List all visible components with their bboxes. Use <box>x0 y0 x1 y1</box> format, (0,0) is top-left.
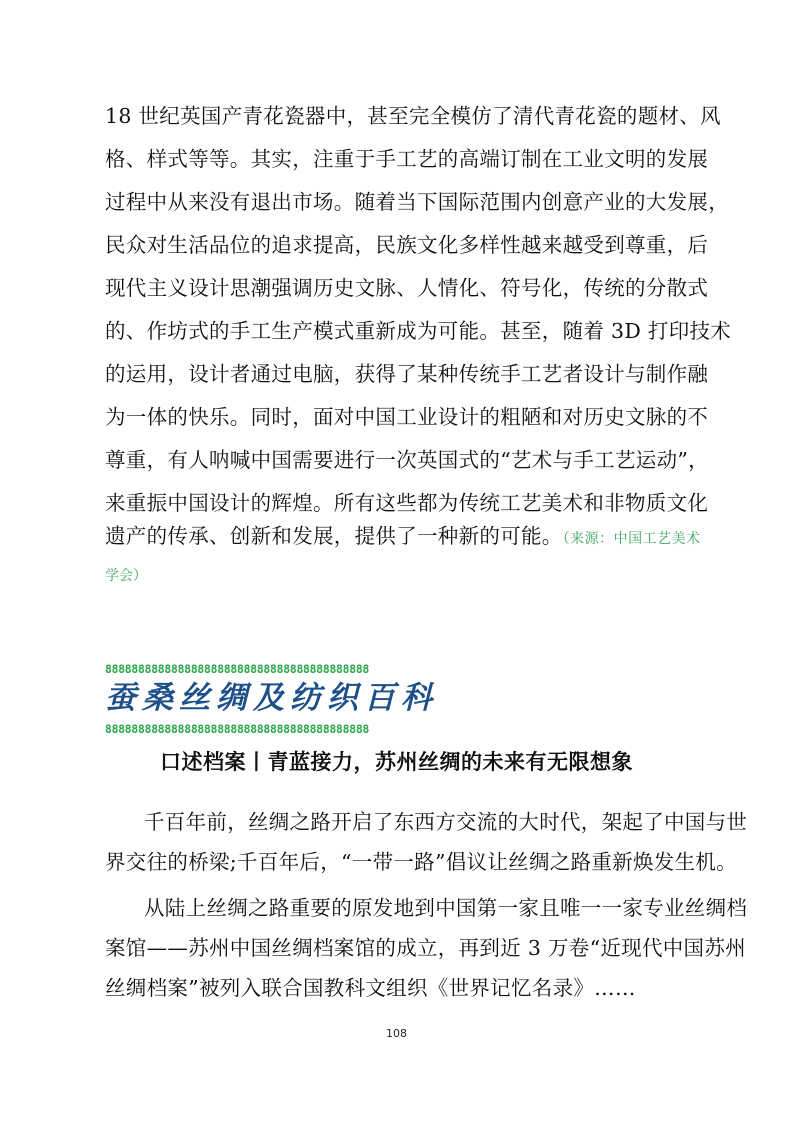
article-paragraph-line: 千百年前，丝绸之路开启了东西方交流的大时代，架起了中国与世 <box>144 810 748 834</box>
article-paragraph-line: 从陆上丝绸之路重要的原发地到中国第一家且唯一一家专业丝绸档 <box>144 896 748 920</box>
decorative-divider-top: 8888888888888888888888888888888888888888 <box>105 663 370 676</box>
source-citation-continued: 学会） <box>105 568 147 584</box>
paragraph-line: 过程中从来没有退出市场。随着当下国际范围内创意产业的大发展， <box>105 190 729 214</box>
paragraph-line: 来重振中国设计的辉煌。所有这些都为传统工艺美术和非物质文化 <box>105 491 709 515</box>
article-paragraph-line: 丝绸档案”被列入联合国教科文组织《世界记忆名录》…… <box>105 976 636 1000</box>
decorative-divider-bottom: 8888888888888888888888888888888888888888 <box>105 723 370 736</box>
paragraph-line-with-source <box>105 521 701 554</box>
paragraph-line: 现代主义设计思潮强调历史文脉、人情化、符号化，传统的分散式 <box>105 276 709 300</box>
paragraph-line: 的、作坊式的手工生产模式重新成为可能。甚至，随着 3D 打印技术 <box>105 319 732 343</box>
page-number: 108 <box>386 1027 407 1040</box>
paragraph-line: 尊重，有人呐喊中国需要进行一次英国式的“艺术与手工艺运动”， <box>105 448 709 472</box>
paragraph-line: 的运用，设计者通过电脑，获得了某种传统手工艺者设计与制作融 <box>105 362 709 386</box>
article-title: 口述档案丨青蓝接力，苏州丝绸的未来有无限想象 <box>160 750 633 774</box>
paragraph-line: 18 世纪英国产青花瓷器中，甚至完全模仿了清代青花瓷的题材、风 <box>105 104 721 128</box>
section-banner-title: 蚕桑丝绸及纺织百科 <box>105 680 438 716</box>
paragraph-line: 为一体的快乐。同时，面对中国工业设计的粗陋和对历史文脉的不 <box>105 405 709 429</box>
paragraph-line: 民众对生活品位的追求提高，民族文化多样性越来越受到尊重，后 <box>105 233 709 257</box>
paragraph-line: 遗产的传承、创新和发展，提供了一种新的可能。 <box>105 524 563 548</box>
source-citation: （来源：中国工艺美术 <box>562 531 701 547</box>
article-paragraph-line: 案馆——苏州中国丝绸档案馆的成立，再到近 3 万卷“近现代中国苏州 <box>105 936 746 960</box>
paragraph-line: 格、样式等等。其实，注重于手工艺的高端订制在工业文明的发展 <box>105 147 709 171</box>
article-paragraph-line: 界交往的桥梁;千百年后，“一带一路”倡议让丝绸之路重新焕发生机。 <box>105 850 737 874</box>
